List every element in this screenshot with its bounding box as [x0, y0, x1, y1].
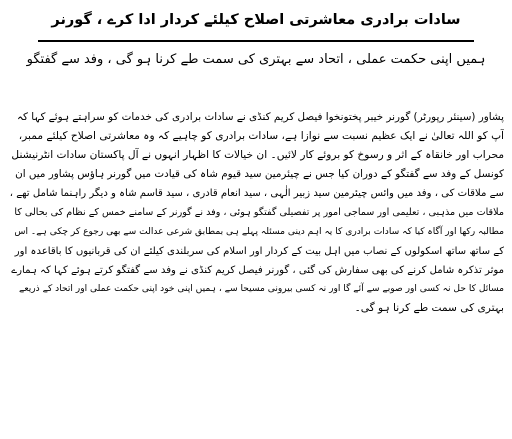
body-line: مطالبہ رکھا اور آگاہ کیا کہ سادات برادری کا یہ اہم دینی مسئلہ پہلے ہی بمطابق شرعی عدالت سے بھی رجوع کر چکی ہے۔ اس [14, 226, 504, 237]
article-subheadline: ہمیں اپنی حکمت عملی ، اتحاد سے بہتری کی سمت طے کرنا ہو گی ، وفد سے گفتگو [26, 52, 486, 67]
article-body [8, 108, 504, 318]
body-line: کونسل کے وفد سے گفتگو کے دوران کیا جس نے چیئرمین سید قیوم شاہ کی قیادت میں گورنر ہاؤس پشاور میں ان [15, 168, 504, 181]
body-line: کے ساتھ ساتھ اسکولوں کے نصاب میں اہل بیت کے کردار اور اسلام کی سربلندی کیلئے ان کی قربانیوں کا باقاعدہ اور [14, 245, 504, 257]
body-line: پشاور (سینئر رپورٹر) گورنر خیبر پختونخوا فیصل کریم کنڈی نے سادات برادری کی خدمات کو سراہتے ہوئے کہا کہ [16, 111, 504, 123]
body-line: موثر تذکرہ شامل کرنے کی بھی سفارش کی گئی ، گورنر فیصل کریم کنڈی نے وفد سے گفتگو کرتے ہوئے کہا کہ ہمارے [11, 264, 504, 276]
body-line: محراب اور خانقاہ کے اثر و رسوخ کو بروئے کار لائیں۔ ان خیالات کا اظہار انہوں نے آل پاکستان سادات انٹرنیشنل [11, 149, 504, 162]
body-line: بہتری کی سمت طے کرنا ہو گی۔ [354, 301, 504, 314]
body-line: ملاقات میں مذہبی ، تعلیمی اور سماجی امور پر تفصیلی گفتگو ہوئی ، وفد نے گورنر کے سامنے خمس کے نظام کی بحالی کا [14, 207, 504, 219]
body-line: سے ملاقات کی ، وفد میں وائس چیئرمین سید زبیر الٰہی ، سید انعام قادری ، سید قاسم شاہ و دیگر راہنما شامل تھے ، [9, 188, 504, 200]
body-line: آپ کو اللہ تعالیٰ نے ایک عظیم نسبت سے نوازا ہے، سادات برادری کو چاہیے کہ وہ معاشرتی اصلاح کیلئے ممبر، [18, 130, 504, 143]
headline-divider [38, 40, 474, 42]
body-line: مسائل کا حل نہ کسی اور صوبے سے آئے گا اور نہ کسی بیرونی مسیحا سے ، ہمیں اپنی خود اپنی حکمت عملی اور اتحاد کے ذریعے [19, 283, 504, 294]
article-headline: سادات برادری معاشرتی اصلاح کیلئے کردار ادا کرے ، گورنر [51, 12, 461, 28]
spacer [8, 72, 504, 108]
